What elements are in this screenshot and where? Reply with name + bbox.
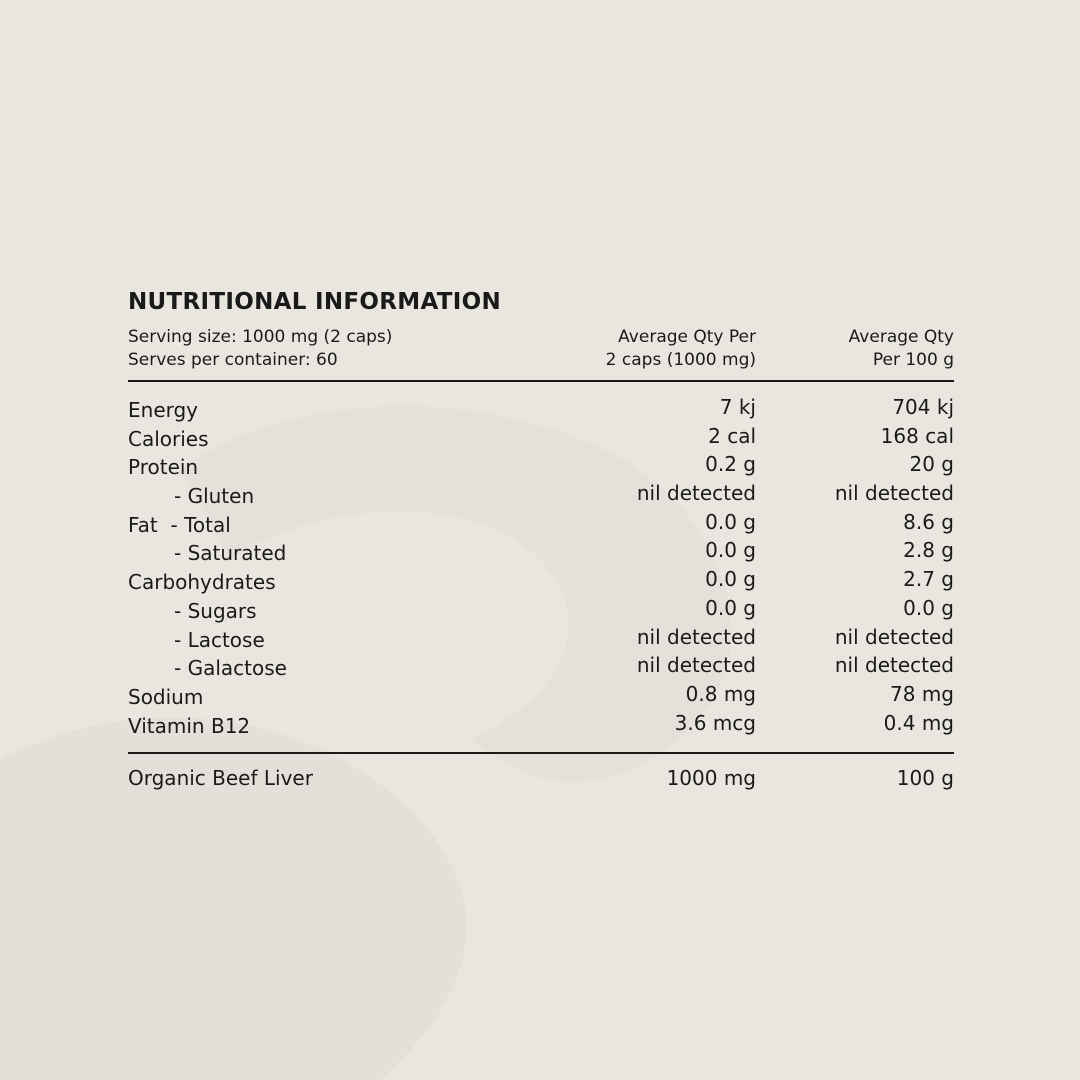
nutrient-label: - Lactose xyxy=(174,627,265,652)
table-row xyxy=(128,396,954,425)
per-serve-value: 0.0 g xyxy=(705,509,756,534)
per-serve-value: 3.6 mcg xyxy=(674,710,756,735)
nutrient-label: - Sugars xyxy=(174,598,257,623)
per-serve-value: 7 kj xyxy=(719,395,756,419)
ingredient-label: Organic Beef Liver xyxy=(128,766,313,791)
ingredient-row xyxy=(128,764,954,792)
nutrient-label: - Saturated xyxy=(174,541,287,566)
per-100g-value: nil detected xyxy=(834,624,954,649)
table-row xyxy=(128,511,954,540)
nutrient-rows xyxy=(128,382,954,746)
nutrition-panel xyxy=(128,285,954,792)
table-row xyxy=(128,568,954,597)
serves-per-container: Serves per container: 60 xyxy=(128,350,338,370)
ingredient-per-serve: 1000 mg xyxy=(666,766,756,791)
per-100g-value: 2.7 g xyxy=(903,567,954,592)
table-row xyxy=(128,482,954,511)
nutrient-label: Protein xyxy=(128,455,199,480)
table-row xyxy=(128,539,954,568)
per-100g-value: nil detected xyxy=(834,653,954,678)
table-row xyxy=(128,654,954,683)
nutrient-label: Calories xyxy=(128,426,209,451)
serving-size: Serving size: 1000 mg (2 caps) xyxy=(128,327,393,347)
per-100g-value: 0.0 g xyxy=(903,595,954,620)
panel-title: NUTRITIONAL INFORMATION xyxy=(128,289,502,315)
nutrient-label: Carbohydrates xyxy=(128,570,276,595)
per-100g-value: 20 g xyxy=(909,452,954,477)
nutrient-label: Energy xyxy=(128,398,199,422)
serving-info xyxy=(128,326,456,374)
table-row xyxy=(128,453,954,482)
table-row xyxy=(128,425,954,454)
footer-divider xyxy=(128,752,954,754)
per-serve-value: 2 cal xyxy=(708,423,756,448)
nutrient-label: - Galactose xyxy=(174,656,287,681)
nutrient-label: Fat - Total xyxy=(128,512,231,537)
per-serve-value: nil detected xyxy=(636,481,756,506)
per-serve-value: 0.0 g xyxy=(705,538,756,563)
per-100g-value: 78 mg xyxy=(890,681,954,706)
column-header-per-100g xyxy=(756,326,954,374)
column-header-per-serve xyxy=(456,326,756,374)
table-row xyxy=(128,683,954,712)
per-serve-value: 0.0 g xyxy=(705,567,756,592)
nutrient-label: - Gluten xyxy=(174,484,255,509)
per-100g-value: 8.6 g xyxy=(903,509,954,534)
column-header-per-serve-line1: Average Qty Per xyxy=(618,327,756,347)
table-row xyxy=(128,712,954,741)
nutrient-label: Sodium xyxy=(128,684,204,709)
per-100g-value: 168 cal xyxy=(880,423,954,448)
per-serve-value: nil detected xyxy=(636,653,756,678)
nutrient-label: Vitamin B12 xyxy=(128,713,251,738)
table-row xyxy=(128,597,954,626)
per-100g-value: nil detected xyxy=(834,481,954,506)
column-header-per-100g-line1: Average Qty xyxy=(848,327,954,347)
column-header-per-serve-line2: 2 caps (1000 mg) xyxy=(605,350,756,370)
table-header xyxy=(128,326,954,374)
ingredient-per-100g: 100 g xyxy=(896,766,954,791)
per-serve-value: 0.0 g xyxy=(705,595,756,620)
per-100g-value: 704 kj xyxy=(892,395,954,419)
per-100g-value: 2.8 g xyxy=(903,538,954,563)
per-serve-value: 0.2 g xyxy=(705,452,756,477)
per-serve-value: 0.8 mg xyxy=(685,681,756,706)
table-row xyxy=(128,626,954,655)
column-header-per-100g-line2: Per 100 g xyxy=(872,350,954,370)
per-100g-value: 0.4 mg xyxy=(883,710,954,735)
per-serve-value: nil detected xyxy=(636,624,756,649)
